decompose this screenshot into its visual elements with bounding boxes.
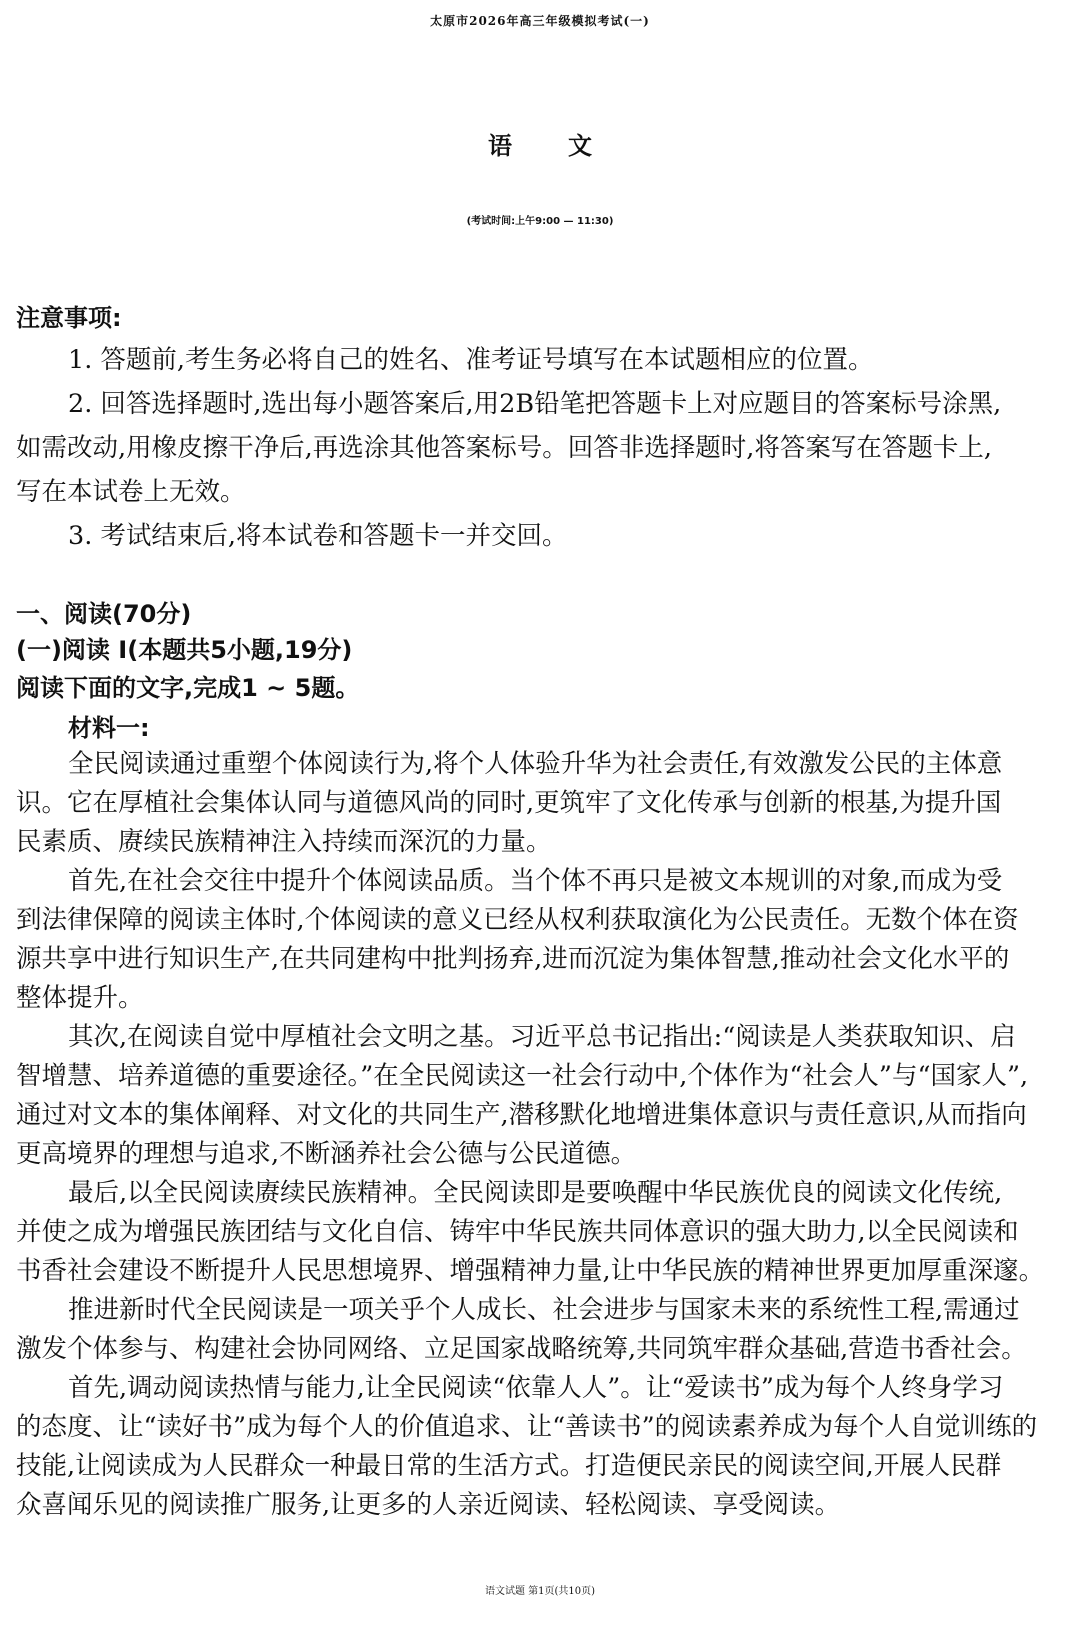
body-line: 民素质、赓续民族精神注入持续而深沉的力量。: [16, 827, 552, 857]
body-line: 最后,以全民阅读赓续民族精神。全民阅读即是要唤醒中华民族优良的阅读文化传统,: [68, 1178, 1003, 1208]
body-line: 识。它在厚植社会集体认同与道德风尚的同时,更筑牢了文化传承与创新的根基,为提升国: [16, 788, 1002, 818]
body-line: 的态度、让“读好书”成为每个人的价值追求、让“善读书”的阅读素养成为每个人自觉训练的: [16, 1412, 1038, 1442]
sub-heading: (一)阅读 I(本题共5小题,19分): [16, 636, 353, 664]
notice-line: 写在本试卷上无效。: [16, 477, 246, 507]
body-line: 技能,让阅读成为人民群众一种最日常的生活方式。打造便民亲民的阅读空间,开展人民群: [16, 1451, 1002, 1481]
page-footer: 语文试题 第1页(共10页): [484, 1586, 596, 1597]
body-line: 整体提升。: [16, 983, 144, 1013]
body-line: 并使之成为增强民族团结与文化自信、铸牢中华民族共同体意识的强大助力,以全民阅读和: [16, 1217, 1019, 1247]
body-line: 全民阅读通过重塑个体阅读行为,将个人体验升华为社会责任,有效激发公民的主体意: [68, 749, 1003, 779]
body-line: 源共享中进行知识生产,在共同建构中批判扬弃,进而沉淀为集体智慧,推动社会文化水平的: [16, 944, 1010, 974]
body-line: 众喜闻乐见的阅读推广服务,让更多的人亲近阅读、轻松阅读、享受阅读。: [16, 1490, 841, 1520]
notice-line: 2. 回答选择题时,选出每小题答案后,用2B铅笔把答题卡上对应题目的答案标号涂黑,: [68, 389, 1002, 419]
body-line: 首先,调动阅读热情与能力,让全民阅读“依靠人人”。让“爱读书”成为每个人终身学习: [68, 1373, 1004, 1403]
material-label: 材料一:: [68, 714, 150, 742]
subject-title: 语文: [488, 131, 648, 160]
body-line: 书香社会建设不断提升人民思想境界、增强精神力量,让中华民族的精神世界更加厚重深邃。: [16, 1256, 1045, 1286]
notice-heading: 注意事项:: [16, 304, 122, 332]
body-line: 激发个体参与、构建社会协同网络、立足国家战略统筹,共同筑牢群众基础,营造书香社会。: [16, 1334, 1027, 1364]
notice-line: 如需改动,用橡皮擦干净后,再选涂其他答案标号。回答非选择题时,将答案写在答题卡上,: [16, 433, 992, 463]
exam-title: 太原市2026年高三年级模拟考试(一): [430, 14, 650, 28]
body-line: 到法律保障的阅读主体时,个体阅读的意义已经从权利获取演化为公民责任。无数个体在资: [16, 905, 1019, 935]
body-line: 推进新时代全民阅读是一项关乎个人成长、社会进步与国家未来的系统性工程,需通过: [68, 1295, 1020, 1325]
body-line: 智增慧、培养道德的重要途径。”在全民阅读这一社会行动中,个体作为“社会人”与“国家人”,: [16, 1061, 1029, 1091]
body-line: 通过对文本的集体阐释、对文化的共同生产,潜移默化地增进集体意识与责任意识,从而指向: [16, 1100, 1027, 1130]
notice-line: 1. 答题前,考生务必将自己的姓名、准考证号填写在本试题相应的位置。: [68, 345, 874, 375]
body-line: 首先,在社会交往中提升个体阅读品质。当个体不再只是被文本规训的对象,而成为受: [68, 866, 1003, 896]
instruction: 阅读下面的文字,完成1 ~ 5题。: [16, 674, 360, 702]
body-line: 更高境界的理想与追求,不断涵养社会公德与公民道德。: [16, 1139, 637, 1169]
exam-time: (考试时间:上午9:00 — 11:30): [466, 216, 614, 227]
part-heading: 一、阅读(70分): [16, 600, 192, 628]
notice-line: 3. 考试结束后,将本试卷和答题卡一并交回。: [68, 521, 568, 551]
body-line: 其次,在阅读自觉中厚植社会文明之基。习近平总书记指出:“阅读是人类获取知识、启: [68, 1022, 1016, 1052]
